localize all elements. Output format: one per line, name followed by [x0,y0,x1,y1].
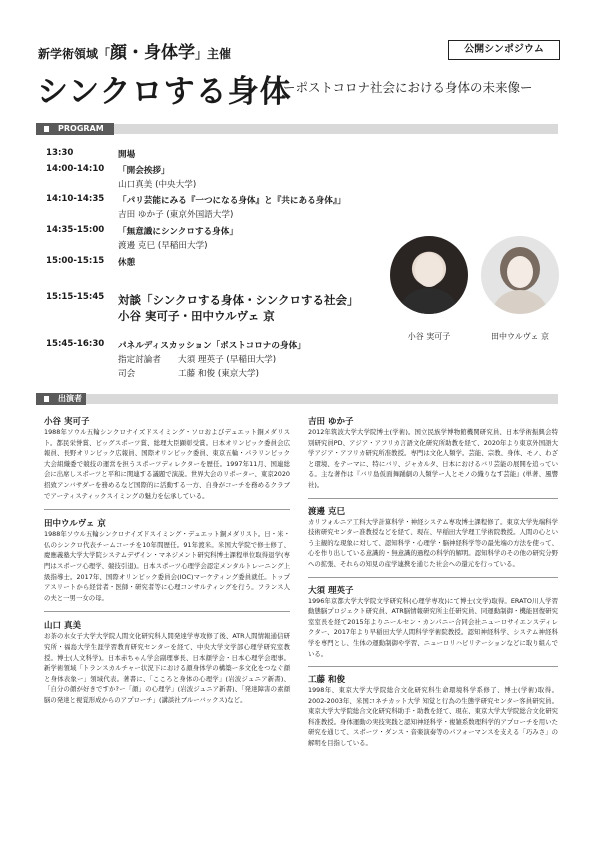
organizer-prefix: 新学術領域「 [38,47,111,61]
speaker-name: 渡邊 克巳 [308,506,345,517]
public-symposium-badge: 公開シンポジウム [448,40,560,60]
photo-caption: 小谷 実可子 [407,332,451,341]
speaker-entry [308,673,558,749]
dialogue-speakers: 小谷 実可子・田中ウルヴェ 京 [118,309,275,323]
speakers-right-column [308,415,558,749]
panel-role-label: 指定討論者 [118,355,161,365]
dialogue-desc [118,292,358,324]
divider [308,666,558,667]
photo-kotani [390,236,468,314]
speaker-name: 山口 真美 [44,621,81,632]
speaker-entry [308,584,558,660]
speaker-entry [308,505,558,570]
speaker-entry [44,517,290,603]
speaker-bio: お茶の水女子大学大学院人間文化研究科人間発達学専攻修了後、ATR人間情報通信研究所・福島大学生涯学習教育研究センターを経て、中央大学文学部心理学研究室教授。博士(人文科学)。日本赤ちゃん学会副理事長、日本顔学会・日本心理学会理事。新学術領域「トランスカルチャー状況下における顔身体学の構築ー多文化をつなぐ顔と身体表象ー」領域代表。著書に、「こころと身体の心理学」(岩波ジュニア新書)、「自分の顔が好きですか?ー「顔」の心理学」(岩波ジュニア新書)、「発達障害の素顔 脳の発達と視覚形成からのアプローチ」(講談社ブルーバックス)など。 [44,632,290,704]
photo-caption: 田中ウルヴェ 京 [491,332,549,341]
program-time: 15:00-15:15 [46,256,105,266]
speaker-bio: 1998年、東京大学大学院総合文化研究科生命環境科学系修了、博士(学術)取得。2002-2003年、米国コネチカット大学 知覚と行為の生態学研究センター客員研究員。東京大学大学院総合文化研究科助手・助教を経て、現在、東京大学大学院総合文化研究科准教授。身体運動の実技実践と認知神経科学・複雑系数理科学的アプローチを用いた研究を通じて、スポーツ・ダンス・音楽演奏等のパフォーマンスを支える「巧みさ」の解明を目指している。 [308,686,558,748]
divider [308,498,558,499]
program-speaker: 山口真美 (中央大学) [118,180,197,190]
portrait-icon [390,236,468,314]
divider [308,577,558,578]
program-desc: 「パリ芸能にみる『一つになる身体』と『共にある身体』」 [118,196,346,206]
program-time: 15:15-15:45 [46,292,105,302]
program-time: 14:35-15:00 [46,225,105,235]
speaker-bio: 1988年ソウル五輪シンクロナイズドスイミング・デュエット銅メダリスト。日・米・仏のシンクロ代表チームコーチを10年間歴任。91年渡米。米国大学院で修士修了、慶應義塾大学大学院システムデザイン・マネジメント研究科博士課程単位取得退学(専門はスポーツ心理学、競技引退)。日本スポーツ心理学会認定メンタルトレーニング上級指導士。2017年、国際オリンピック委員会(IOC)マーケティング委員就任。トップアスリートから経営者・医師・研究者等に心理コンサルティングを行う。フランス人の夫と一男一女の母。 [44,530,290,602]
program-speaker: 吉田 ゆか子 (東京外国語大学) [118,210,234,220]
organizer-line [38,38,231,63]
speaker-name: 小谷 実可子 [44,417,90,427]
panel-desc: パネルディスカッション「ポストコロナの身体」 [118,341,306,351]
speaker-bio: カリフォルニア工科大学計算科学・神経システム専攻博士課程修了。東京大学先端科学技術研究センター准教授などを経て、現在、早稲田大学理工学術院教授。人間の心という主観的な現象に対して、認知科学・心理学・脳神経科学等の最先端の方法を使って、心を作り出している意識的・無意識的過程の科学的解明。認知科学のその他の研究分野への拡張、それらの知見の産学連携を通じた社会への還元を行っている。 [308,517,558,568]
program-divider [36,124,558,134]
speaker-entry [44,415,290,501]
program-heading: PROGRAM [36,123,114,135]
speaker-entry [44,619,290,705]
organizer-name: 顔・身体学 [110,43,196,63]
divider [44,611,290,612]
speaker-bio: 2012年筑波大学大学院博士(学術)。国立民族学博物館機関研究員、日本学術振興会特別研究員PD、アジア・アフリカ言語文化研究所助教を経て、2020年より東京外国語大学アジア・アフリカ研究所准教授。専門は文化人類学。芸能、宗教、身体、モノ、わざと環境、をテーマに、特にバリ、ジャカルタ、日本におけるバリ芸能の展開を追っている。主な著作は『バリ島仮面舞踊劇の人類学ー人とモノの織りなす芸能』(単著、風響社)。 [308,428,558,489]
program-desc: 休憩 [118,258,136,268]
program-desc: 開場 [118,150,136,160]
panel-role-label: 司会 [118,369,136,379]
page-subtitle: ーポストコロナ社会における身体の未来像ー [283,80,533,95]
speaker-bio: 1996年京都大学大学院文学研究科(心理学専攻)にて博士(文学)取得。ERATO川人学習動態脳プロジェクト研究員、ATR脳情報研究所主任研究員、同運動制御・機能回復研究室室長を経て2015年よりニールセン・カンパニー合同会社ニューロサイエンスディレクター、2017年より早稲田大学人間科学学術院教授。認知神経科学、システム神経科学を専門とし、生体の運動制御や学習、ニューロリハビリテーションなどに取り組んでいる。 [308,596,558,658]
portrait-icon [481,236,559,314]
dialogue-title: 対談「シンクロする身体・シンクロする社会」 [118,293,359,307]
page-title: シンクロする身体 [37,74,292,110]
program-desc: 「無意識にシンクロする身体」 [118,227,238,237]
speaker-name: 大須 理英子 [308,585,354,596]
speaker-name: 工藤 和俊 [308,675,345,686]
speakers-left-column [44,415,290,705]
program-speaker: 渡邊 克巳 (早稲田大学) [118,241,208,251]
speakers-heading: 出演者 [36,393,86,405]
speaker-entry [308,415,558,491]
program-time: 14:10-14:35 [46,194,105,204]
organizer-suffix: 」主催 [195,47,232,61]
speaker-name: 田中ウルヴェ 京 [44,519,106,530]
panel-role-name: 工藤 和俊 (東京大学) [178,369,259,379]
speakers-divider [36,394,558,404]
speaker-name: 吉田 ゆか子 [308,417,354,427]
divider [44,509,290,510]
program-time: 13:30 [46,148,74,158]
program-desc: 「開会挨拶」 [118,166,170,176]
program-time: 14:00-14:10 [46,164,105,174]
program-time: 15:45-16:30 [46,339,105,349]
panel-role-name: 大須 理英子 (早稲田大学) [178,355,277,365]
photo-tanaka [481,236,559,314]
speaker-bio: 1988年ソウル五輪シンクロナイズドスイミング・ソロおよびデュエット銅メダリスト。都民栄誉賞、ビッグスポーツ賞、総理大臣顕彰受賞。日本オリンピック委員会広報員、長野オリンピック広報員、国際オリンピック委員、東京五輪・パラリンピック大会組織委で競技の運営を担うスポーツディレクターを歴任。1997年11月、国連総会に出席しスポーツと平和に関連する議題で演説。世界大会のリポーター、東京2020招致アンバサダーを務めるなど国際的に活動する一方、自身がコーチを務めるクラブでアーティスティックスイミングの魅力を伝承している。 [44,428,290,500]
